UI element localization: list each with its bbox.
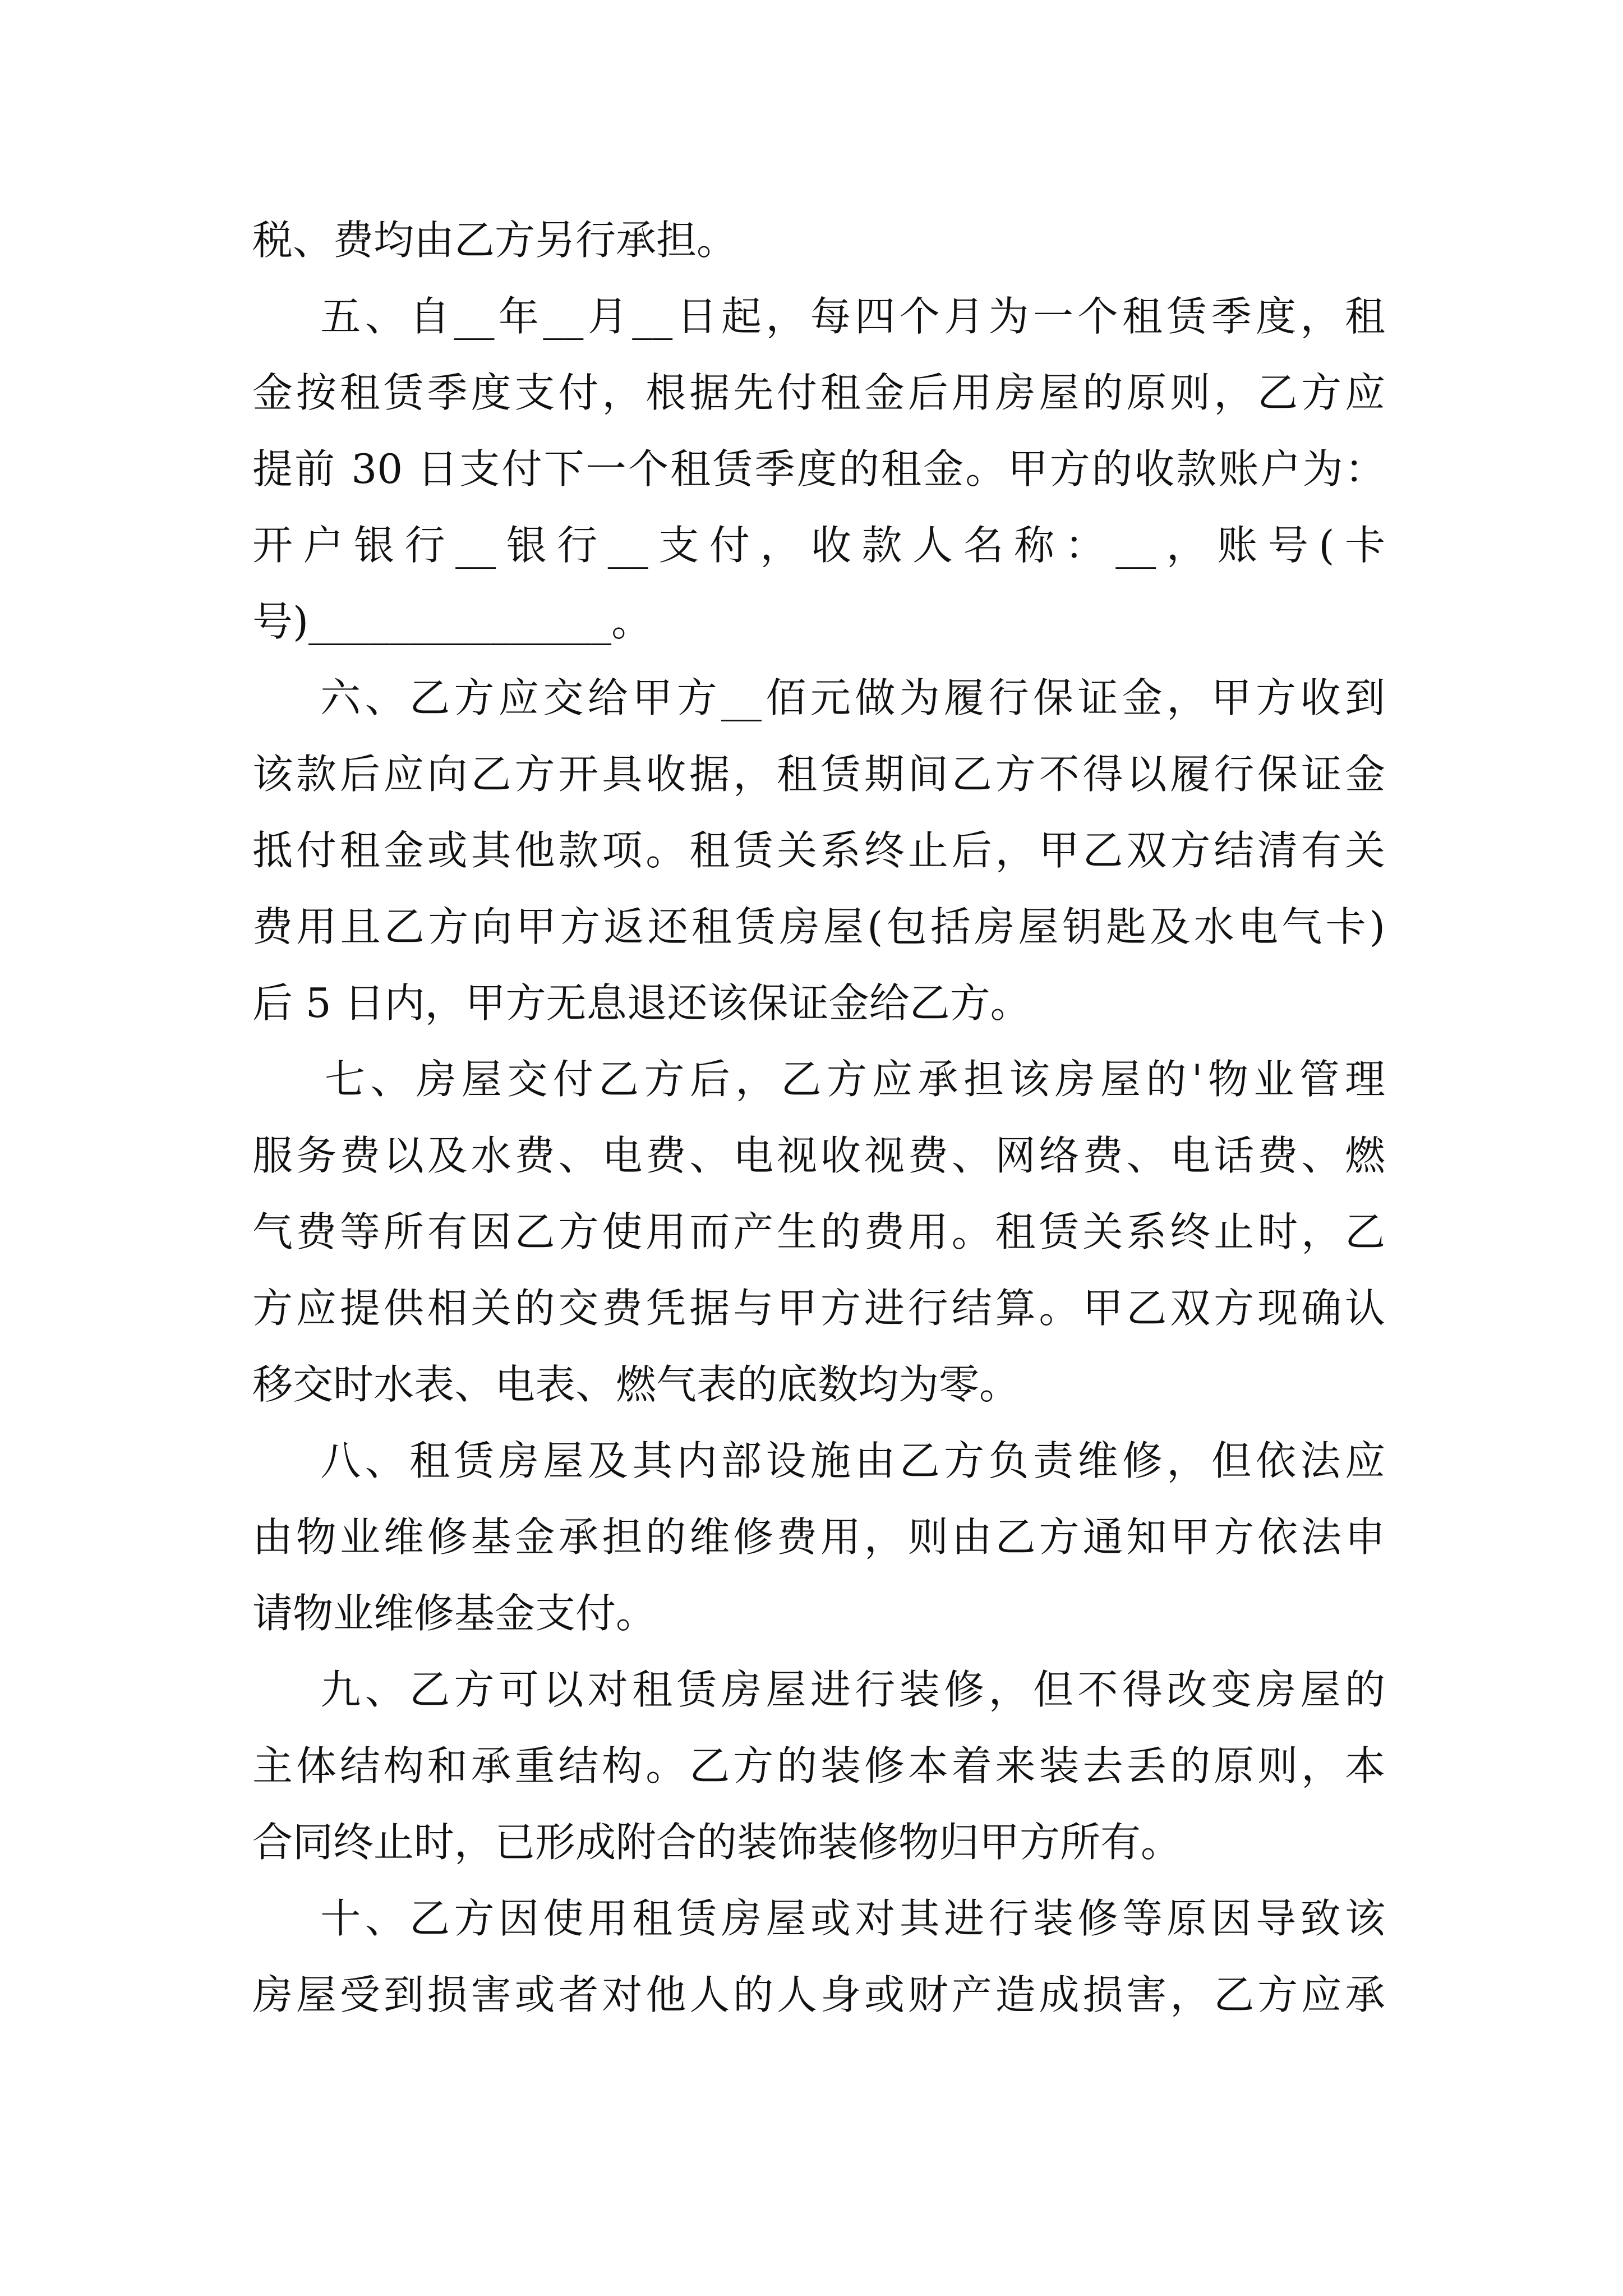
text-line-19: 请物业维修基金支付。 xyxy=(252,1590,657,1637)
text-line-20: 九、乙方可以对租赁房屋进行装修，但不得改变房屋的 xyxy=(252,1666,1385,1713)
text-line-16: 移交时水表、电表、燃气表的底数均为零。 xyxy=(252,1361,1020,1408)
text-line-14: 气费等所有因乙方使用而产生的费用。租赁关系终止时，乙 xyxy=(252,1208,1385,1255)
text-line-7: 六、乙方应交给甲方__佰元做为履行保证金，甲方收到 xyxy=(252,674,1385,721)
text-line-9: 抵付租金或其他款项。租赁关系终止后，甲乙双方结清有关 xyxy=(252,827,1385,874)
text-line-4: 提前 30 日支付下一个租赁季度的租金。甲方的收款账户为： xyxy=(252,445,1385,493)
text-line-5: 开户银行__银行__支付，收款人名称：__，账号(卡 xyxy=(252,522,1385,569)
text-line-10: 费用且乙方向甲方返还租赁房屋(包括房屋钥匙及水电气卡) xyxy=(252,903,1385,950)
text-line-21: 主体结构和承重结构。乙方的装修本着来装去丢的原则，本 xyxy=(252,1742,1385,1789)
text-line-3: 金按租赁季度支付，根据先付租金后用房屋的原则，乙方应 xyxy=(252,369,1385,416)
text-line-17: 八、租赁房屋及其内部设施由乙方负责维修，但依法应 xyxy=(252,1437,1385,1484)
text-line-11: 后 5 日内，甲方无息退还该保证金给乙方。 xyxy=(252,979,1031,1027)
text-line-2: 五、自__年__月__日起，每四个月为一个租赁季度，租 xyxy=(252,293,1385,340)
text-line-12: 七、房屋交付乙方后，乙方应承担该房屋的'物业管理 xyxy=(252,1056,1385,1103)
contract-body xyxy=(252,202,1385,2033)
text-line-24: 房屋受到损害或者对他人的人身或财产造成损害，乙方应承 xyxy=(252,1971,1385,2018)
text-line-13: 服务费以及水费、电费、电视收视费、网络费、电话费、燃 xyxy=(252,1132,1385,1179)
text-line-23: 十、乙方因使用租赁房屋或对其进行装修等原因导致该 xyxy=(252,1895,1385,1942)
text-line-1: 税、费均由乙方另行承担。 xyxy=(252,217,737,264)
text-line-15: 方应提供相关的交费凭据与甲方进行结算。甲乙双方现确认 xyxy=(252,1285,1385,1332)
text-line-8: 该款后应向乙方开具收据，租赁期间乙方不得以履行保证金 xyxy=(252,751,1385,798)
text-line-22: 合同终止时，已形成附合的装饰装修物归甲方所有。 xyxy=(252,1819,1182,1866)
text-line-18: 由物业维修基金承担的维修费用，则由乙方通知甲方依法申 xyxy=(252,1513,1385,1561)
text-line-6: 号)_______________。 xyxy=(252,598,652,645)
